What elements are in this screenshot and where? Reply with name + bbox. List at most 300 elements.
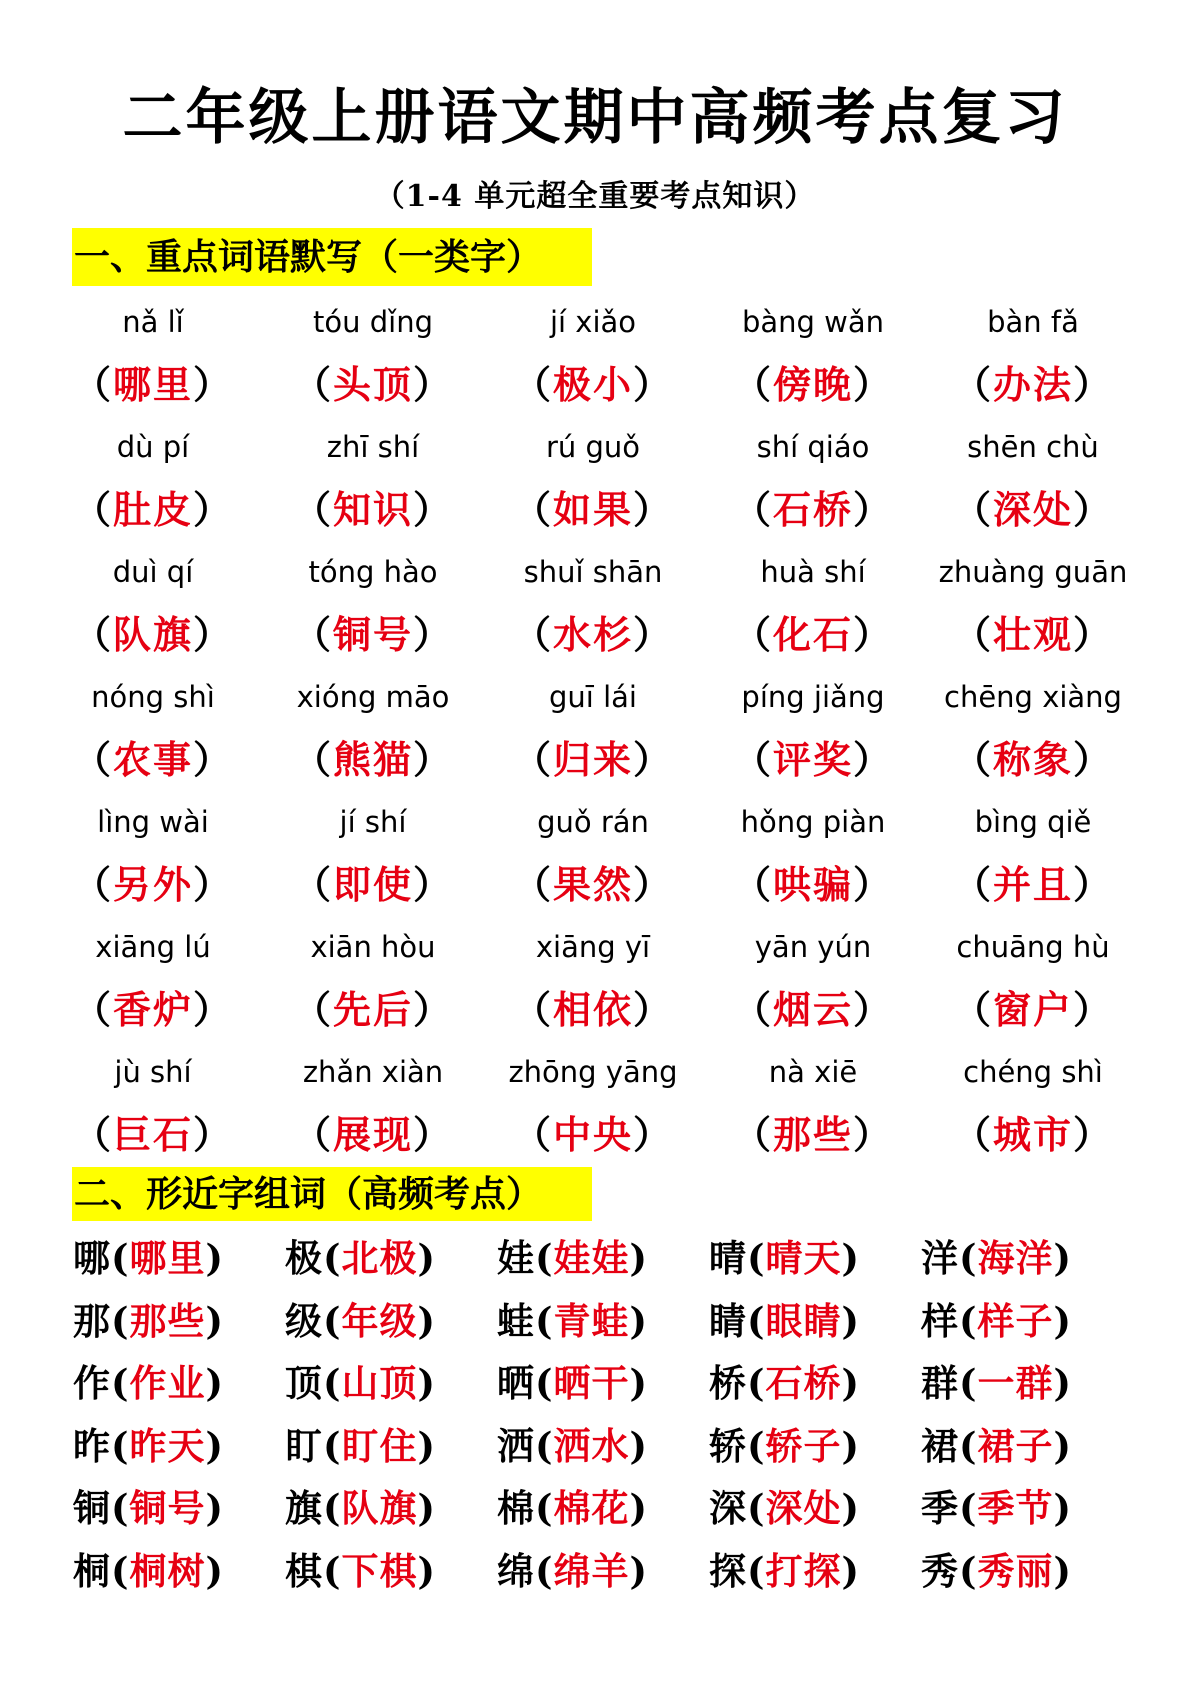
paren-close: ）: [633, 737, 674, 782]
paren-close: ）: [413, 737, 454, 782]
answer-word: 烟云: [772, 987, 853, 1032]
paren-open: （: [512, 987, 553, 1032]
group-word: 洒水: [553, 1423, 630, 1468]
group-word: 轿子: [765, 1423, 842, 1468]
paren-open: （: [952, 1112, 993, 1157]
vocab-cell: [43, 422, 263, 547]
vocab-cell: [263, 297, 483, 422]
paren-open: (: [535, 1236, 554, 1280]
paren-open: (: [535, 1486, 554, 1530]
paren-close: ): [841, 1361, 861, 1405]
paren-open: （: [292, 487, 333, 532]
paren-close: ）: [193, 1112, 234, 1157]
pinyin-label: nóng shì: [91, 680, 215, 714]
vocab-cell: [263, 547, 483, 672]
pinyin-label: hǒng piàn: [740, 805, 886, 839]
paren-close: ）: [1073, 612, 1114, 657]
base-char: 睛: [709, 1298, 747, 1343]
paren-open: (: [959, 1361, 978, 1405]
char-cell: [921, 1415, 1133, 1478]
answer-word: 知识: [332, 487, 413, 532]
paren-close: ): [417, 1298, 437, 1343]
base-char: 群: [921, 1361, 959, 1405]
paren-open: （: [72, 1112, 113, 1157]
vocab-cell: [483, 297, 703, 422]
char-cell: [73, 1477, 285, 1540]
group-word: 青蛙: [553, 1298, 630, 1343]
vocab-cell: [43, 922, 263, 1047]
page-title: 二年级上册语文期中高频考点复习: [122, 83, 1068, 153]
paren-close: ）: [413, 612, 454, 657]
group-word: 绵羊: [553, 1548, 630, 1593]
paren-open: (: [747, 1361, 766, 1405]
group-word: 晒干: [553, 1361, 630, 1405]
base-char: 棉: [497, 1486, 535, 1530]
pinyin-label: guǒ rán: [537, 805, 649, 839]
pinyin-label: shí qiáo: [756, 430, 870, 464]
answer-line: [703, 597, 923, 672]
paren-close: ）: [193, 362, 234, 407]
answer-word: 极小: [552, 362, 633, 407]
answer-word: 归来: [552, 737, 633, 782]
vocab-cell: [43, 797, 263, 922]
answer-word: 石桥: [772, 487, 853, 532]
paren-close: ）: [633, 1112, 674, 1157]
answer-word: 壮观: [992, 612, 1073, 657]
char-cell: [921, 1477, 1133, 1540]
answer-line: [923, 722, 1143, 797]
base-char: 旗: [285, 1486, 323, 1530]
paren-close: ）: [413, 862, 454, 907]
char-cell: [497, 1477, 709, 1540]
vocab-cell: [263, 797, 483, 922]
vocab-cell: [703, 547, 923, 672]
base-char: 娃: [497, 1236, 535, 1280]
vocab-cell: [483, 797, 703, 922]
char-cell: [921, 1227, 1133, 1290]
char-cell: [285, 1290, 497, 1353]
answer-line: [923, 472, 1143, 547]
answer-word: 熊猫: [332, 737, 413, 782]
group-word: 作业: [129, 1361, 206, 1405]
group-word: 季节: [977, 1486, 1054, 1530]
vocab-cell: [483, 1047, 703, 1172]
char-cell: [285, 1477, 497, 1540]
group-word: 一群: [977, 1361, 1054, 1405]
paren-close: ）: [853, 862, 894, 907]
paren-open: （: [732, 362, 773, 407]
paren-open: （: [512, 862, 553, 907]
paren-open: (: [747, 1486, 766, 1530]
paren-open: （: [72, 612, 113, 657]
paren-open: (: [323, 1486, 342, 1530]
paren-close: ): [205, 1423, 225, 1468]
paren-open: （: [732, 737, 773, 782]
pinyin-label: duì qí: [112, 555, 194, 589]
answer-line: [703, 972, 923, 1047]
answer-line: [923, 597, 1143, 672]
char-cell: [73, 1540, 285, 1603]
paren-close: ): [205, 1548, 225, 1593]
paren-open: (: [535, 1361, 554, 1405]
paren-open: （: [292, 1112, 333, 1157]
base-char: 样: [921, 1298, 959, 1343]
base-char: 洋: [921, 1236, 959, 1280]
answer-word: 先后: [332, 987, 413, 1032]
answer-line: [923, 847, 1143, 922]
char-cell: [709, 1290, 921, 1353]
answer-word: 香炉: [112, 987, 193, 1032]
base-char: 探: [709, 1548, 747, 1593]
base-char: 哪: [73, 1236, 111, 1280]
answer-line: [263, 972, 483, 1047]
pinyin-label: jí xiǎo: [549, 305, 637, 339]
paren-close: ）: [1073, 737, 1114, 782]
answer-word: 即使: [332, 862, 413, 907]
paren-close: ）: [1073, 487, 1114, 532]
vocab-cell: [923, 1047, 1143, 1172]
paren-close: ）: [853, 487, 894, 532]
vocab-cell: [483, 422, 703, 547]
base-char: 桐: [73, 1548, 111, 1593]
group-word: 哪里: [129, 1236, 206, 1280]
vocab-cell: [263, 672, 483, 797]
paren-open: (: [535, 1423, 554, 1468]
paren-open: (: [959, 1548, 978, 1593]
group-word: 娃娃: [553, 1236, 630, 1280]
paren-close: ）: [853, 987, 894, 1032]
answer-line: [703, 1097, 923, 1172]
pinyin-label: jí shí: [339, 805, 407, 839]
base-char: 裙: [921, 1423, 959, 1468]
paren-close: ）: [1073, 987, 1114, 1032]
answer-line: [703, 722, 923, 797]
base-char: 蛙: [497, 1298, 535, 1343]
answer-line: [703, 472, 923, 547]
answer-word: 哄骗: [772, 862, 853, 907]
vocab-cell: [923, 297, 1143, 422]
pinyin-label: guī lái: [549, 680, 637, 714]
pinyin-label: nǎ lǐ: [122, 305, 184, 339]
answer-line: [263, 597, 483, 672]
paren-close: ): [1053, 1548, 1073, 1593]
paren-close: ）: [193, 862, 234, 907]
char-cell: [709, 1415, 921, 1478]
answer-word: 哪里: [112, 362, 193, 407]
char-cell: [497, 1352, 709, 1415]
vocab-cell: [43, 547, 263, 672]
paren-close: ): [205, 1236, 225, 1280]
pinyin-label: zhǎn xiàn: [302, 1055, 444, 1089]
paren-close: ): [417, 1361, 437, 1405]
paren-close: ): [417, 1548, 437, 1593]
page-subtitle: （1-4 单元超全重要考点知识）: [374, 179, 816, 214]
vocab-cell: [483, 547, 703, 672]
char-cell: [285, 1352, 497, 1415]
base-char: 级: [285, 1298, 323, 1343]
paren-close: ）: [413, 362, 454, 407]
group-word: 晴天: [765, 1236, 842, 1280]
pinyin-label: zhōng yāng: [508, 1055, 678, 1089]
answer-word: 那些: [772, 1112, 853, 1157]
paren-open: (: [111, 1298, 130, 1343]
vocab-cell: [923, 672, 1143, 797]
paren-open: （: [72, 487, 113, 532]
group-word: 铜号: [129, 1486, 206, 1530]
paren-open: (: [111, 1236, 130, 1280]
char-cell: [709, 1352, 921, 1415]
paren-close: ）: [633, 487, 674, 532]
paren-close: ): [205, 1486, 225, 1530]
paren-open: （: [952, 362, 993, 407]
paren-close: ）: [633, 362, 674, 407]
base-char: 轿: [709, 1423, 747, 1468]
answer-line: [43, 347, 263, 422]
section-heading-vocabulary: 一、重点词语默写（一类字）: [72, 228, 592, 286]
answer-word: 巨石: [112, 1112, 193, 1157]
paren-close: ): [1053, 1298, 1073, 1343]
group-word: 昨天: [129, 1423, 206, 1468]
paren-close: ）: [853, 737, 894, 782]
answer-word: 深处: [992, 487, 1073, 532]
group-word: 裙子: [977, 1423, 1054, 1468]
vocab-cell: [923, 547, 1143, 672]
paren-open: (: [323, 1361, 342, 1405]
group-word: 样子: [977, 1298, 1054, 1343]
group-word: 秀丽: [977, 1548, 1054, 1593]
group-word: 那些: [129, 1298, 206, 1343]
paren-close: ）: [853, 612, 894, 657]
paren-close: ）: [853, 362, 894, 407]
answer-line: [43, 847, 263, 922]
paren-open: (: [959, 1298, 978, 1343]
answer-word: 称象: [992, 737, 1073, 782]
char-cell: [73, 1290, 285, 1353]
base-char: 顶: [285, 1361, 323, 1405]
paren-open: (: [747, 1236, 766, 1280]
paren-close: ): [205, 1298, 225, 1343]
answer-word: 中央: [552, 1112, 633, 1157]
paren-close: ): [629, 1236, 649, 1280]
paren-open: （: [952, 487, 993, 532]
paren-open: （: [732, 612, 773, 657]
paren-close: ): [629, 1298, 649, 1343]
char-cell: [709, 1540, 921, 1603]
answer-line: [263, 1097, 483, 1172]
paren-close: ): [1053, 1361, 1073, 1405]
paren-close: ）: [413, 487, 454, 532]
paren-open: (: [111, 1486, 130, 1530]
paren-open: (: [323, 1548, 342, 1593]
vocab-cell: [703, 797, 923, 922]
pinyin-label: zhī shí: [326, 430, 420, 464]
paren-open: （: [72, 862, 113, 907]
paren-open: (: [323, 1298, 342, 1343]
section-heading-similar-characters: 二、形近字组词（高频考点）: [72, 1167, 592, 1221]
paren-close: ）: [1073, 1112, 1114, 1157]
base-char: 铜: [73, 1486, 111, 1530]
paren-close: ): [417, 1236, 437, 1280]
paren-open: (: [535, 1548, 554, 1593]
paren-open: (: [323, 1236, 342, 1280]
vocab-cell: [703, 422, 923, 547]
answer-word: 展现: [332, 1112, 413, 1157]
paren-close: ): [841, 1423, 861, 1468]
group-word: 队旗: [341, 1486, 418, 1530]
group-word: 北极: [341, 1236, 418, 1280]
pinyin-label: dù pí: [116, 430, 190, 464]
paren-open: (: [111, 1423, 130, 1468]
pinyin-label: xiāng lú: [95, 930, 211, 964]
answer-line: [483, 1097, 703, 1172]
answer-line: [43, 597, 263, 672]
char-cell: [921, 1352, 1133, 1415]
char-cell: [497, 1290, 709, 1353]
base-char: 作: [73, 1361, 111, 1405]
paren-close: ): [841, 1236, 861, 1280]
paren-close: ): [1053, 1236, 1073, 1280]
answer-word: 如果: [552, 487, 633, 532]
pinyin-label: lìng wài: [97, 805, 209, 839]
pinyin-label: tóu dǐng: [313, 305, 433, 339]
paren-open: （: [72, 362, 113, 407]
pinyin-label: xióng māo: [296, 680, 450, 714]
base-char: 桥: [709, 1361, 747, 1405]
char-cell: [285, 1227, 497, 1290]
pinyin-label: chuāng hù: [956, 930, 1110, 964]
pinyin-label: bàng wǎn: [741, 305, 885, 339]
answer-word: 相依: [552, 987, 633, 1032]
pinyin-label: nà xiē: [768, 1055, 858, 1089]
group-word: 深处: [765, 1486, 842, 1530]
vocab-cell: [263, 922, 483, 1047]
answer-word: 办法: [992, 362, 1073, 407]
pinyin-label: bàn fǎ: [987, 305, 1079, 339]
answer-word: 窗户: [992, 987, 1073, 1032]
answer-line: [263, 847, 483, 922]
paren-open: （: [952, 862, 993, 907]
vocab-cell: [263, 422, 483, 547]
paren-open: (: [535, 1298, 554, 1343]
char-cell: [285, 1540, 497, 1603]
pinyin-label: xiāng yī: [535, 930, 651, 964]
paren-close: ): [1053, 1486, 1073, 1530]
paren-close: ）: [413, 987, 454, 1032]
answer-word: 并且: [992, 862, 1073, 907]
answer-word: 肚皮: [112, 487, 193, 532]
answer-line: [703, 847, 923, 922]
group-word: 眼睛: [765, 1298, 842, 1343]
answer-line: [263, 472, 483, 547]
paren-open: （: [292, 862, 333, 907]
vocab-cell: [703, 297, 923, 422]
pinyin-label: jù shí: [114, 1055, 192, 1089]
vocab-cell: [703, 1047, 923, 1172]
paren-open: （: [952, 987, 993, 1032]
answer-line: [43, 972, 263, 1047]
answer-line: [483, 722, 703, 797]
char-cell: [73, 1415, 285, 1478]
paren-close: ): [417, 1423, 437, 1468]
pinyin-label: shēn chù: [967, 430, 1099, 464]
char-cell: [497, 1540, 709, 1603]
paren-open: (: [747, 1548, 766, 1593]
paren-close: ): [417, 1486, 437, 1530]
answer-word: 城市: [992, 1112, 1073, 1157]
base-char: 棋: [285, 1548, 323, 1593]
group-word: 盯住: [341, 1423, 418, 1468]
base-char: 昨: [73, 1423, 111, 1468]
paren-open: （: [952, 612, 993, 657]
answer-line: [483, 847, 703, 922]
answer-word: 水杉: [552, 612, 633, 657]
paren-open: （: [292, 737, 333, 782]
paren-open: (: [959, 1236, 978, 1280]
base-char: 晒: [497, 1361, 535, 1405]
paren-open: （: [292, 612, 333, 657]
base-char: 那: [73, 1298, 111, 1343]
vocab-cell: [43, 1047, 263, 1172]
group-word: 海洋: [977, 1236, 1054, 1280]
paren-open: （: [512, 487, 553, 532]
paren-open: （: [512, 362, 553, 407]
paren-close: ): [629, 1361, 649, 1405]
answer-line: [263, 347, 483, 422]
answer-line: [483, 472, 703, 547]
answer-word: 头顶: [332, 362, 413, 407]
paren-close: ）: [413, 1112, 454, 1157]
paren-close: ）: [193, 612, 234, 657]
group-word: 棉花: [553, 1486, 630, 1530]
paren-open: （: [72, 737, 113, 782]
paren-open: (: [111, 1361, 130, 1405]
paren-open: (: [747, 1423, 766, 1468]
base-char: 绵: [497, 1548, 535, 1593]
paren-close: ）: [1073, 862, 1114, 907]
group-word: 打探: [765, 1548, 842, 1593]
paren-open: (: [111, 1548, 130, 1593]
pinyin-label: zhuàng guān: [938, 555, 1128, 589]
base-char: 深: [709, 1486, 747, 1530]
group-word: 石桥: [765, 1361, 842, 1405]
group-word: 年级: [341, 1298, 418, 1343]
base-char: 秀: [921, 1548, 959, 1593]
base-char: 极: [285, 1236, 323, 1280]
paren-close: ）: [193, 487, 234, 532]
answer-line: [483, 347, 703, 422]
answer-line: [483, 597, 703, 672]
similar-character-grid: [73, 1227, 1133, 1602]
vocab-cell: [483, 672, 703, 797]
answer-word: 果然: [552, 862, 633, 907]
pinyin-label: tóng hào: [308, 555, 438, 589]
paren-close: ）: [633, 987, 674, 1032]
base-char: 季: [921, 1486, 959, 1530]
paren-close: ): [841, 1548, 861, 1593]
answer-line: [43, 1097, 263, 1172]
pinyin-label: chēng xiàng: [944, 680, 1122, 714]
pinyin-label: yān yún: [754, 930, 872, 964]
paren-close: ): [629, 1486, 649, 1530]
paren-open: （: [292, 987, 333, 1032]
paren-open: （: [732, 862, 773, 907]
paren-close: ): [841, 1298, 861, 1343]
char-cell: [709, 1227, 921, 1290]
answer-word: 傍晚: [772, 362, 853, 407]
paren-open: （: [732, 487, 773, 532]
answer-word: 化石: [772, 612, 853, 657]
paren-open: （: [72, 987, 113, 1032]
